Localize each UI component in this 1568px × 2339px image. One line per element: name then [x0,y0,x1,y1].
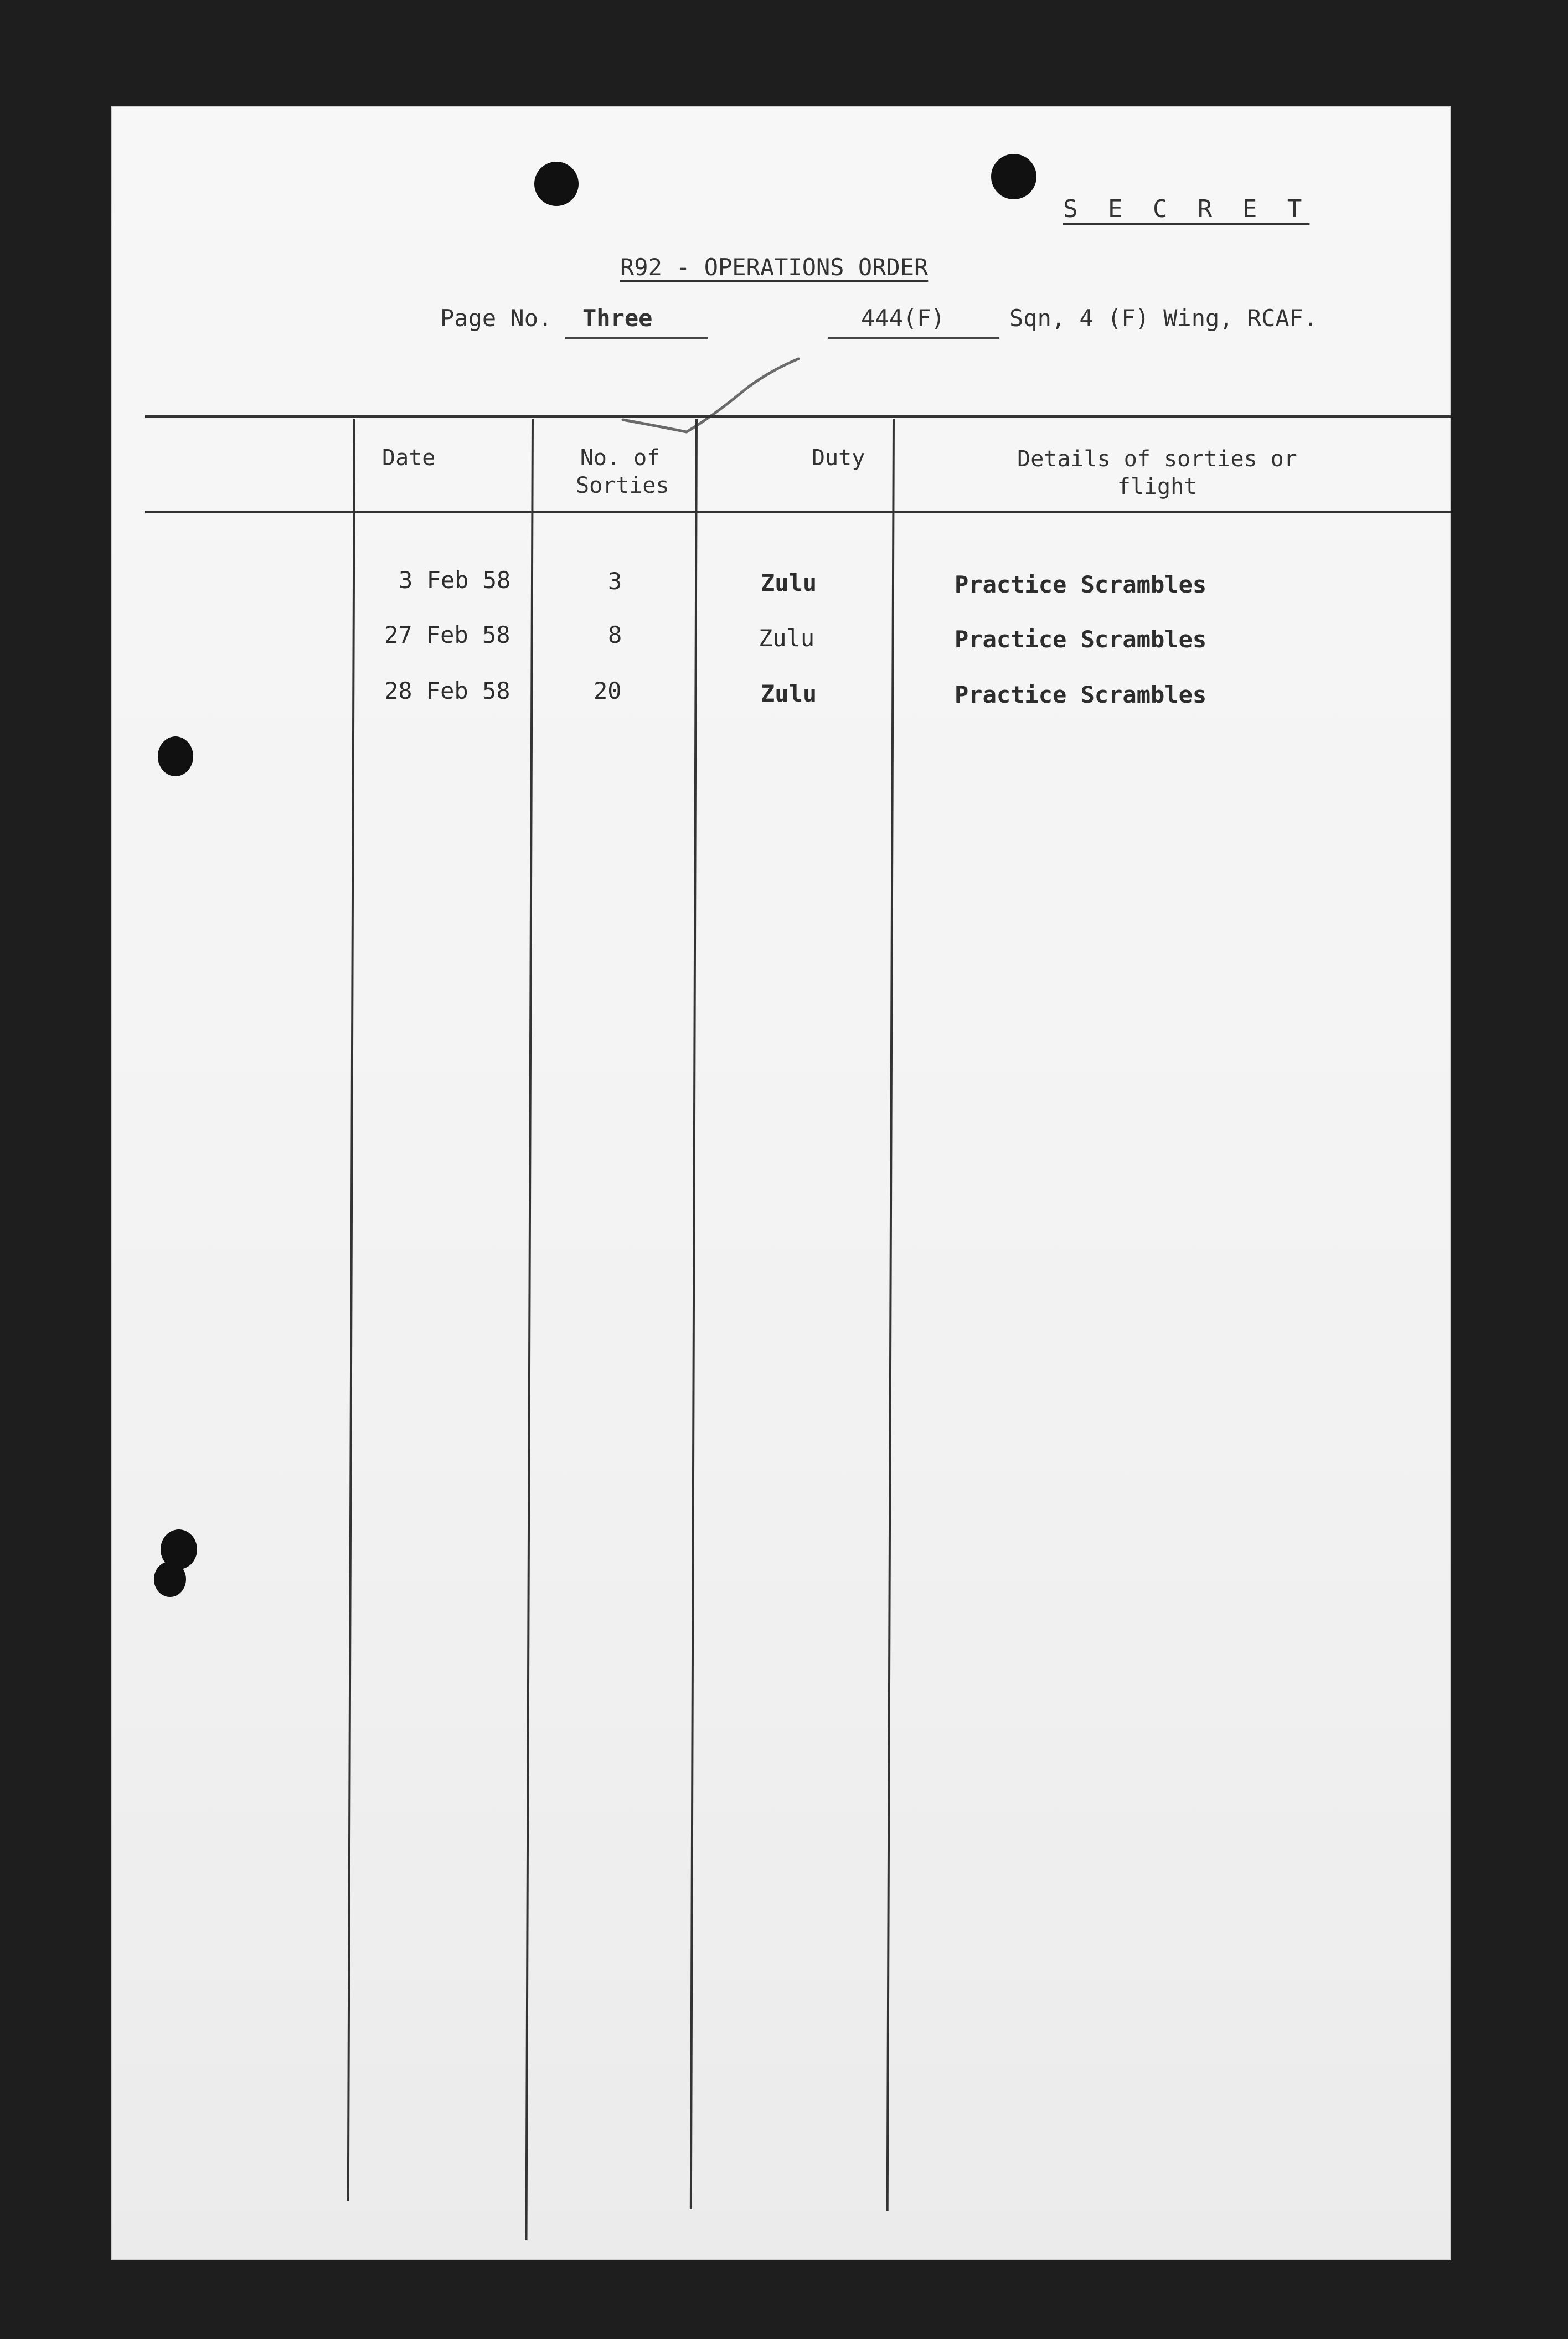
table-header-rule [145,511,1451,513]
table-row-details: Practice Scrambles [955,571,1207,598]
column-header-sorties [576,444,669,499]
table-row-details: Practice Scrambles [955,681,1207,708]
column-header-sorties-line1: No. of [580,445,661,471]
column-header-details-line2: flight [1117,474,1198,499]
squadron-unit-text: Sqn, 4 (F) Wing, RCAF. [1009,305,1318,332]
table-row-duty: Zulu [759,625,815,652]
squadron-number: 444(F) [828,305,999,339]
table-row-duty: Zulu [761,569,817,596]
column-header-duty: Duty [812,445,865,471]
punch-hole [991,154,1036,199]
document-title: R92 - OPERATIONS ORDER [620,254,929,281]
table-row-sorties: 3 [608,568,622,595]
punch-hole [158,736,193,776]
column-header-sorties-line2: Sorties [576,473,669,498]
page-number-value: Three [565,305,708,339]
classification-marking: S E C R E T [1063,195,1310,223]
column-header-details [986,445,1329,501]
table-top-rule [145,415,1451,418]
column-header-date: Date [382,445,436,471]
table-row-date: 28 Feb 58 [384,677,510,704]
table-row-date: 27 Feb 58 [384,621,510,648]
table-row-date: 3 Feb 58 [399,566,511,594]
pencil-mark [620,354,803,437]
table-row-details: Practice Scrambles [955,626,1207,653]
table-row-duty: Zulu [761,680,817,707]
punch-hole [534,162,579,206]
punch-hole [154,1562,186,1597]
table-row-sorties: 20 [594,677,622,704]
page-number-label: Page No. [440,305,553,332]
table-row-sorties: 8 [608,621,622,648]
column-header-details-line1: Details of sorties or [1017,446,1297,472]
